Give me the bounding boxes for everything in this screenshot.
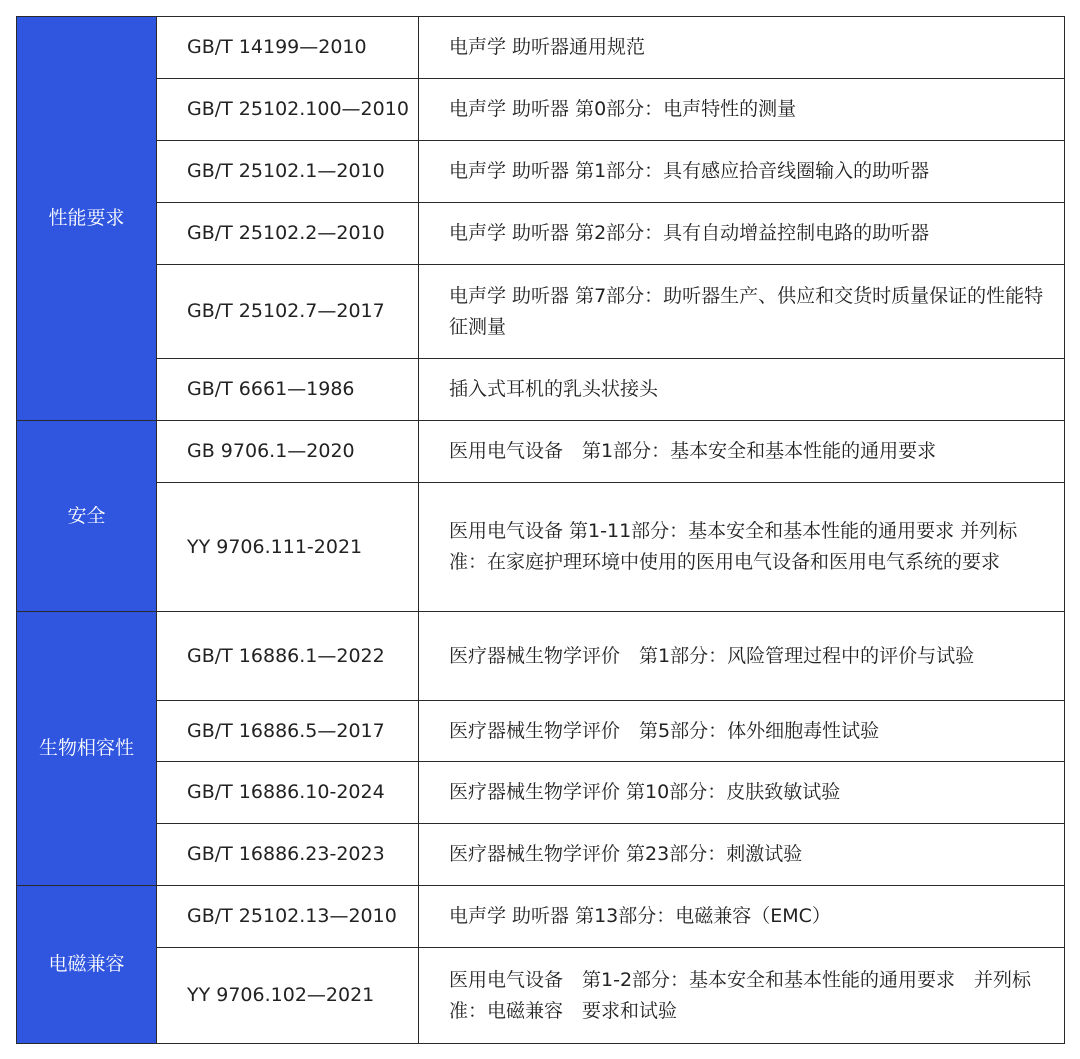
table-row: [17, 265, 1065, 359]
standard-code: YY 9706.111-2021: [157, 483, 419, 612]
table-row: [17, 886, 1065, 948]
standard-title: 电声学 助听器 第0部分：电声特性的测量: [419, 79, 1065, 141]
table-row: [17, 203, 1065, 265]
standards-table: [16, 16, 1065, 1044]
standard-code: GB/T 25102.2—2010: [157, 203, 419, 265]
standard-code: GB/T 25102.1—2010: [157, 141, 419, 203]
category-performance: 性能要求: [17, 17, 157, 421]
table-row: [17, 762, 1065, 824]
standard-title: 医用电气设备 第1-11部分：基本安全和基本性能的通用要求 并列标准：在家庭护理环境中使用的医用电气设备和医用电气系统的要求: [419, 483, 1065, 612]
standard-title: 电声学 助听器 第13部分：电磁兼容（EMC）: [419, 886, 1065, 948]
standard-title: 电声学 助听器 第1部分：具有感应拾音线圈输入的助听器: [419, 141, 1065, 203]
standard-title: 电声学 助听器通用规范: [419, 17, 1065, 79]
table-row: [17, 141, 1065, 203]
standard-code: GB/T 14199—2010: [157, 17, 419, 79]
standard-title: 医用电气设备 第1部分：基本安全和基本性能的通用要求: [419, 421, 1065, 483]
table-row: [17, 359, 1065, 421]
table-row: [17, 17, 1065, 79]
category-emc: 电磁兼容: [17, 886, 157, 1044]
standard-title: 电声学 助听器 第2部分：具有自动增益控制电路的助听器: [419, 203, 1065, 265]
table-row: [17, 421, 1065, 483]
table-row: [17, 701, 1065, 762]
category-safety: 安全: [17, 421, 157, 612]
standard-code: GB/T 6661—1986: [157, 359, 419, 421]
standard-code: GB/T 16886.10-2024: [157, 762, 419, 824]
table-row: [17, 948, 1065, 1044]
standard-title: 医疗器械生物学评价 第10部分：皮肤致敏试验: [419, 762, 1065, 824]
standard-code: GB/T 16886.1—2022: [157, 612, 419, 701]
standard-code: GB/T 25102.100—2010: [157, 79, 419, 141]
standard-code: GB/T 16886.5—2017: [157, 701, 419, 762]
table-row: [17, 79, 1065, 141]
standard-title: 医用电气设备 第1-2部分：基本安全和基本性能的通用要求 并列标准：电磁兼容 要求和试验: [419, 948, 1065, 1044]
standard-title: 医疗器械生物学评价 第5部分：体外细胞毒性试验: [419, 701, 1065, 762]
table-row: [17, 612, 1065, 701]
standard-code: GB 9706.1—2020: [157, 421, 419, 483]
standard-code: GB/T 25102.7—2017: [157, 265, 419, 359]
standard-code: GB/T 16886.23-2023: [157, 824, 419, 886]
category-biocompatibility: 生物相容性: [17, 612, 157, 886]
standard-title: 医疗器械生物学评价 第1部分：风险管理过程中的评价与试验: [419, 612, 1065, 701]
table-row: [17, 824, 1065, 886]
standard-title: 插入式耳机的乳头状接头: [419, 359, 1065, 421]
standard-code: YY 9706.102—2021: [157, 948, 419, 1044]
table-row: [17, 483, 1065, 612]
standard-code: GB/T 25102.13—2010: [157, 886, 419, 948]
standard-title: 电声学 助听器 第7部分：助听器生产、供应和交货时质量保证的性能特征测量: [419, 265, 1065, 359]
standard-title: 医疗器械生物学评价 第23部分：刺激试验: [419, 824, 1065, 886]
